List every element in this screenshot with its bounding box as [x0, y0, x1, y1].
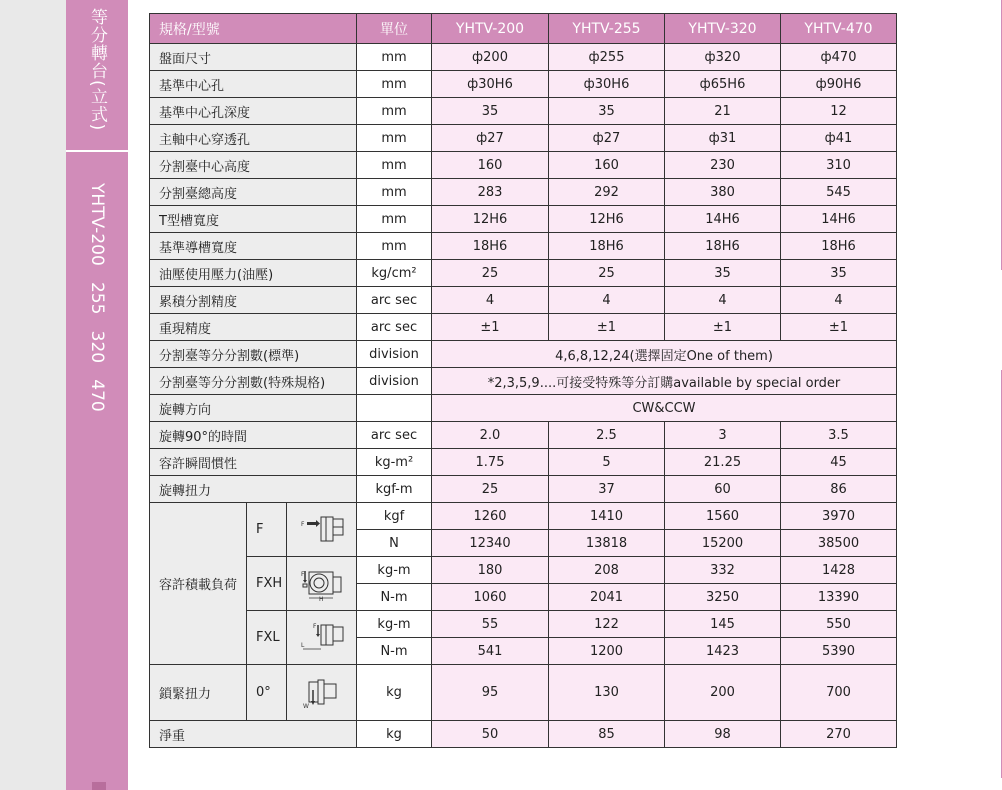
- table-row: [150, 98, 897, 125]
- value-cell: 35: [781, 260, 897, 287]
- row-unit: kgf-m: [357, 476, 432, 503]
- value-cell: 21: [665, 98, 781, 125]
- table-row: [150, 179, 897, 206]
- value-cell: ±1: [781, 314, 897, 341]
- value-cell: ±1: [549, 314, 665, 341]
- svg-text:F: F: [312, 622, 316, 630]
- value-cell: 208: [549, 557, 665, 584]
- value-cell: 160: [549, 152, 665, 179]
- row-unit: mm: [357, 179, 432, 206]
- row-unit: division: [357, 341, 432, 368]
- value-cell: 50: [432, 721, 549, 748]
- value-cell: 45: [781, 449, 897, 476]
- value-cell: ф65H6: [665, 71, 781, 98]
- value-cell: 4: [781, 287, 897, 314]
- svg-text:H: H: [318, 595, 324, 601]
- value-cell: 270: [781, 721, 897, 748]
- clamp-label: 鎖緊扭力: [150, 665, 247, 721]
- value-cell: 25: [432, 260, 549, 287]
- row-label: T型槽寬度: [150, 206, 357, 233]
- value-cell: 180: [432, 557, 549, 584]
- value-cell: 541: [432, 638, 549, 665]
- load-type-label: FXL: [247, 611, 287, 665]
- value-cell: 2.5: [549, 422, 665, 449]
- row-unit: kg-m: [357, 611, 432, 638]
- table-row: [150, 557, 897, 584]
- value-cell: 55: [432, 611, 549, 638]
- row-label: 分割臺總高度: [150, 179, 357, 206]
- row-label: 容許瞬間慣性: [150, 449, 357, 476]
- row-label: 分割臺中心高度: [150, 152, 357, 179]
- table-row: [150, 503, 897, 530]
- row-unit: mm: [357, 233, 432, 260]
- value-cell: 700: [781, 665, 897, 721]
- sidebar-models: YHTV-200 255 320 470: [87, 183, 107, 412]
- row-label: 重現精度: [150, 314, 357, 341]
- row-label: 基準導槽寬度: [150, 233, 357, 260]
- value-cell: ф90H6: [781, 71, 897, 98]
- spec-table: [149, 13, 897, 748]
- value-cell: 25: [432, 476, 549, 503]
- row-unit: mm: [357, 152, 432, 179]
- row-unit: [357, 395, 432, 422]
- value-cell: 5: [549, 449, 665, 476]
- row-unit: kg/cm²: [357, 260, 432, 287]
- right-margin-mark: [998, 0, 1002, 270]
- row-unit: arc sec: [357, 422, 432, 449]
- value-cell: 4: [432, 287, 549, 314]
- value-cell: 3.5: [781, 422, 897, 449]
- value-cell: ф30H6: [549, 71, 665, 98]
- value-cell: 18H6: [432, 233, 549, 260]
- value-cell: 2041: [549, 584, 665, 611]
- table-row: [150, 476, 897, 503]
- row-unit: kgf: [357, 503, 432, 530]
- table-row: [150, 71, 897, 98]
- value-cell: 1.75: [432, 449, 549, 476]
- table-row: [150, 721, 897, 748]
- value-cell: ±1: [432, 314, 549, 341]
- row-unit: arc sec: [357, 314, 432, 341]
- row-label: 基準中心孔: [150, 71, 357, 98]
- row-unit: mm: [357, 71, 432, 98]
- row-unit: arc sec: [357, 287, 432, 314]
- row-label: 主軸中心穿透孔: [150, 125, 357, 152]
- value-cell: 1428: [781, 557, 897, 584]
- value-cell: 25: [549, 260, 665, 287]
- table-row: [150, 611, 897, 638]
- value-cell: 200: [665, 665, 781, 721]
- header-model: YHTV-255: [549, 14, 665, 44]
- value-cell: 1260: [432, 503, 549, 530]
- value-cell: 60: [665, 476, 781, 503]
- value-cell: 3: [665, 422, 781, 449]
- value-cell: 35: [432, 98, 549, 125]
- value-cell: 15200: [665, 530, 781, 557]
- value-cell: 12H6: [432, 206, 549, 233]
- table-row: [150, 206, 897, 233]
- load-label: 容許積載負荷: [150, 503, 247, 665]
- row-unit: division: [357, 368, 432, 395]
- value-cell: 86: [781, 476, 897, 503]
- header-model: YHTV-320: [665, 14, 781, 44]
- row-unit: N-m: [357, 584, 432, 611]
- table-row: [150, 287, 897, 314]
- table-row: [150, 233, 897, 260]
- value-cell: ф320: [665, 44, 781, 71]
- row-unit: kg-m²: [357, 449, 432, 476]
- row-label: 累積分割精度: [150, 287, 357, 314]
- value-cell: 283: [432, 179, 549, 206]
- value-cell: 18H6: [665, 233, 781, 260]
- value-cell: 21.25: [665, 449, 781, 476]
- row-label: 油壓使用壓力(油壓): [150, 260, 357, 287]
- value-cell: 4: [549, 287, 665, 314]
- row-unit: kg-m: [357, 557, 432, 584]
- svg-text:F: F: [300, 570, 304, 578]
- value-cell: 550: [781, 611, 897, 638]
- value-cell: 14H6: [781, 206, 897, 233]
- value-cell: 4: [665, 287, 781, 314]
- row-unit: kg: [357, 665, 432, 721]
- row-label: 盤面尺寸: [150, 44, 357, 71]
- value-cell: 292: [549, 179, 665, 206]
- merged-value-cell: CW&CCW: [432, 395, 897, 422]
- table-row: [150, 44, 897, 71]
- value-cell: ф200: [432, 44, 549, 71]
- value-cell: 35: [549, 98, 665, 125]
- value-cell: ф255: [549, 44, 665, 71]
- clamp-angle: 0°: [247, 665, 287, 721]
- row-label: 基準中心孔深度: [150, 98, 357, 125]
- row-unit: mm: [357, 125, 432, 152]
- value-cell: ф30H6: [432, 71, 549, 98]
- moment-l-diagram-icon: [287, 611, 357, 665]
- header-unit: 單位: [357, 14, 432, 44]
- table-row: [150, 314, 897, 341]
- row-unit: mm: [357, 206, 432, 233]
- value-cell: ф41: [781, 125, 897, 152]
- row-label: 旋轉90°的時間: [150, 422, 357, 449]
- value-cell: 13390: [781, 584, 897, 611]
- value-cell: 95: [432, 665, 549, 721]
- value-cell: ф470: [781, 44, 897, 71]
- row-label: 旋轉扭力: [150, 476, 357, 503]
- value-cell: 5390: [781, 638, 897, 665]
- svg-text:W: W: [302, 702, 309, 710]
- value-cell: 1060: [432, 584, 549, 611]
- value-cell: 1200: [549, 638, 665, 665]
- value-cell: 2.0: [432, 422, 549, 449]
- row-label: 分割臺等分分割數(標準): [150, 341, 357, 368]
- value-cell: 3970: [781, 503, 897, 530]
- value-cell: 332: [665, 557, 781, 584]
- row-unit: N-m: [357, 638, 432, 665]
- table-row: [150, 152, 897, 179]
- table-header-row: [150, 14, 897, 44]
- right-margin-mark: [998, 370, 1002, 778]
- merged-value-cell: 4,6,8,12,24(選擇固定One of them): [432, 341, 897, 368]
- value-cell: 1423: [665, 638, 781, 665]
- header-model: YHTV-470: [781, 14, 897, 44]
- moment-h-diagram-icon: [287, 557, 357, 611]
- load-type-label: F: [247, 503, 287, 557]
- row-unit: kg: [357, 721, 432, 748]
- sidebar-title: 等分轉台(立式): [87, 8, 107, 132]
- value-cell: ф31: [665, 125, 781, 152]
- value-cell: 310: [781, 152, 897, 179]
- sidebar-divider: [66, 150, 128, 152]
- value-cell: ±1: [665, 314, 781, 341]
- value-cell: 545: [781, 179, 897, 206]
- table-row: [150, 395, 897, 422]
- table-row: [150, 665, 897, 721]
- clamp-torque-diagram-icon: [287, 665, 357, 721]
- table-row: [150, 125, 897, 152]
- value-cell: 230: [665, 152, 781, 179]
- svg-text:L: L: [300, 641, 304, 649]
- table-row: [150, 341, 897, 368]
- value-cell: 37: [549, 476, 665, 503]
- page-number-tab: [92, 782, 106, 790]
- force-diagram-icon: [287, 503, 357, 557]
- table-row: [150, 260, 897, 287]
- value-cell: 3250: [665, 584, 781, 611]
- value-cell: 130: [549, 665, 665, 721]
- value-cell: 380: [665, 179, 781, 206]
- value-cell: 12H6: [549, 206, 665, 233]
- header-spec: 規格/型號: [150, 14, 357, 44]
- value-cell: 145: [665, 611, 781, 638]
- value-cell: 12340: [432, 530, 549, 557]
- value-cell: 85: [549, 721, 665, 748]
- value-cell: 160: [432, 152, 549, 179]
- value-cell: 12: [781, 98, 897, 125]
- value-cell: 122: [549, 611, 665, 638]
- value-cell: 13818: [549, 530, 665, 557]
- value-cell: 98: [665, 721, 781, 748]
- value-cell: 38500: [781, 530, 897, 557]
- value-cell: 1560: [665, 503, 781, 530]
- table-row: [150, 422, 897, 449]
- value-cell: 18H6: [549, 233, 665, 260]
- svg-text:F: F: [300, 520, 304, 528]
- value-cell: ф27: [432, 125, 549, 152]
- value-cell: 18H6: [781, 233, 897, 260]
- header-model: YHTV-200: [432, 14, 549, 44]
- merged-value-cell: *2,3,5,9....可接受特殊等分訂購available by special order: [432, 368, 897, 395]
- row-unit: mm: [357, 98, 432, 125]
- value-cell: 14H6: [665, 206, 781, 233]
- table-row: [150, 368, 897, 395]
- load-type-label: FXH: [247, 557, 287, 611]
- row-label: 旋轉方向: [150, 395, 357, 422]
- value-cell: ф27: [549, 125, 665, 152]
- value-cell: 1410: [549, 503, 665, 530]
- weight-label: 淨重: [150, 721, 357, 748]
- row-label: 分割臺等分分割數(特殊規格): [150, 368, 357, 395]
- value-cell: 35: [665, 260, 781, 287]
- table-row: [150, 449, 897, 476]
- row-unit: mm: [357, 44, 432, 71]
- row-unit: N: [357, 530, 432, 557]
